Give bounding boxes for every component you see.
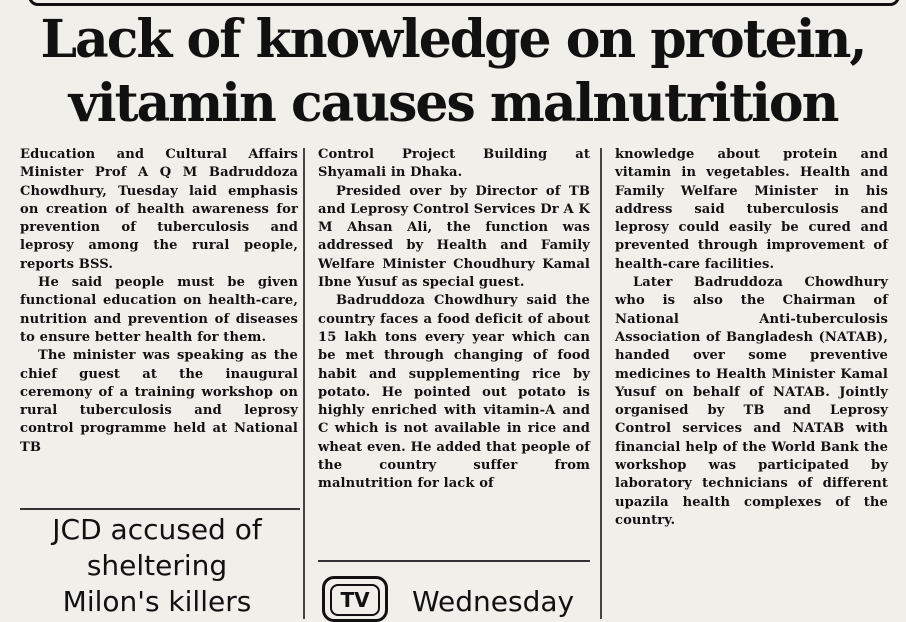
- tv-logo-label: TV: [330, 584, 380, 616]
- section-divider: [318, 560, 590, 562]
- article-column-1: [20, 146, 298, 457]
- second-story-headline-line-2: sheltering: [86, 549, 228, 582]
- top-border-box: [28, 0, 900, 6]
- article-column-3: [615, 146, 888, 530]
- second-story-headline: [16, 512, 298, 620]
- tv-logo-icon: [322, 572, 392, 622]
- column-rule: [303, 148, 305, 619]
- paragraph: The minister was speaking as the chief guest at the inaugural ceremony of a training workshop on rural tuberculosis and leprosy control programme held at National TB: [20, 348, 298, 455]
- paragraph: knowledge about protein and vitamin in vegetables. Health and Family Welfare Minister in his address said tuberculosis and leprosy could easily be cured and prevented through improvement of health-care facilities.: [615, 147, 888, 272]
- section-divider: [20, 508, 300, 510]
- headline-line-2: vitamin causes malnutrition: [68, 73, 838, 134]
- headline-line-1: Lack of knowledge on protein,: [40, 9, 866, 70]
- paragraph: Later Badruddoza Chowdhury who is also the Chairman of National Anti-tuberculosis Association of Bangladesh (NATAB), handed over some preventive medicines to Health Minister Kamal Yusuf on behalf of NATAB. Jointly organised by TB and Leprosy Control services and NATAB with financial help of the World Bank the workshop was participated by laboratory technicians of different upazila health complexes of the country.: [615, 275, 888, 528]
- paragraph: He said people must be given functional education on health-care, nutrition and prevention of diseases to ensure better health for them.: [20, 275, 298, 345]
- paragraph: Education and Cultural Affairs Minister Prof A Q M Badruddoza Chowdhury, Tuesday laid emphasis on creation of health awareness for prevention of tuberculosis and leprosy among the rural people, reports BSS.: [20, 147, 298, 272]
- paragraph: Presided over by Director of TB and Leprosy Control Services Dr A K M Ahsan Ali, the function was addressed by Health and Family Welfare Minister Choudhury Kamal Ibne Yusuf as special guest.: [318, 183, 590, 291]
- paragraph: Badruddoza Chowdhury said the country faces a food deficit of about 15 lakh tons every year which can be met through changing of food habit and supplementing rice by potato. He pointed out potato is highly enriched with vitamin-A and C which is not available in rice and wheat even. He added that people of the country suffer from malnutrition for lack of: [318, 293, 590, 492]
- tv-section-heading: Wednesday: [412, 585, 575, 618]
- paragraph: Control Project Building at Shyamali in Dhaka.: [318, 147, 590, 181]
- second-story-headline-line-1: JCD accused of: [52, 513, 262, 546]
- second-story-headline-line-3: Milon's killers: [62, 585, 252, 618]
- column-rule: [600, 148, 602, 619]
- article-column-2: [318, 146, 590, 494]
